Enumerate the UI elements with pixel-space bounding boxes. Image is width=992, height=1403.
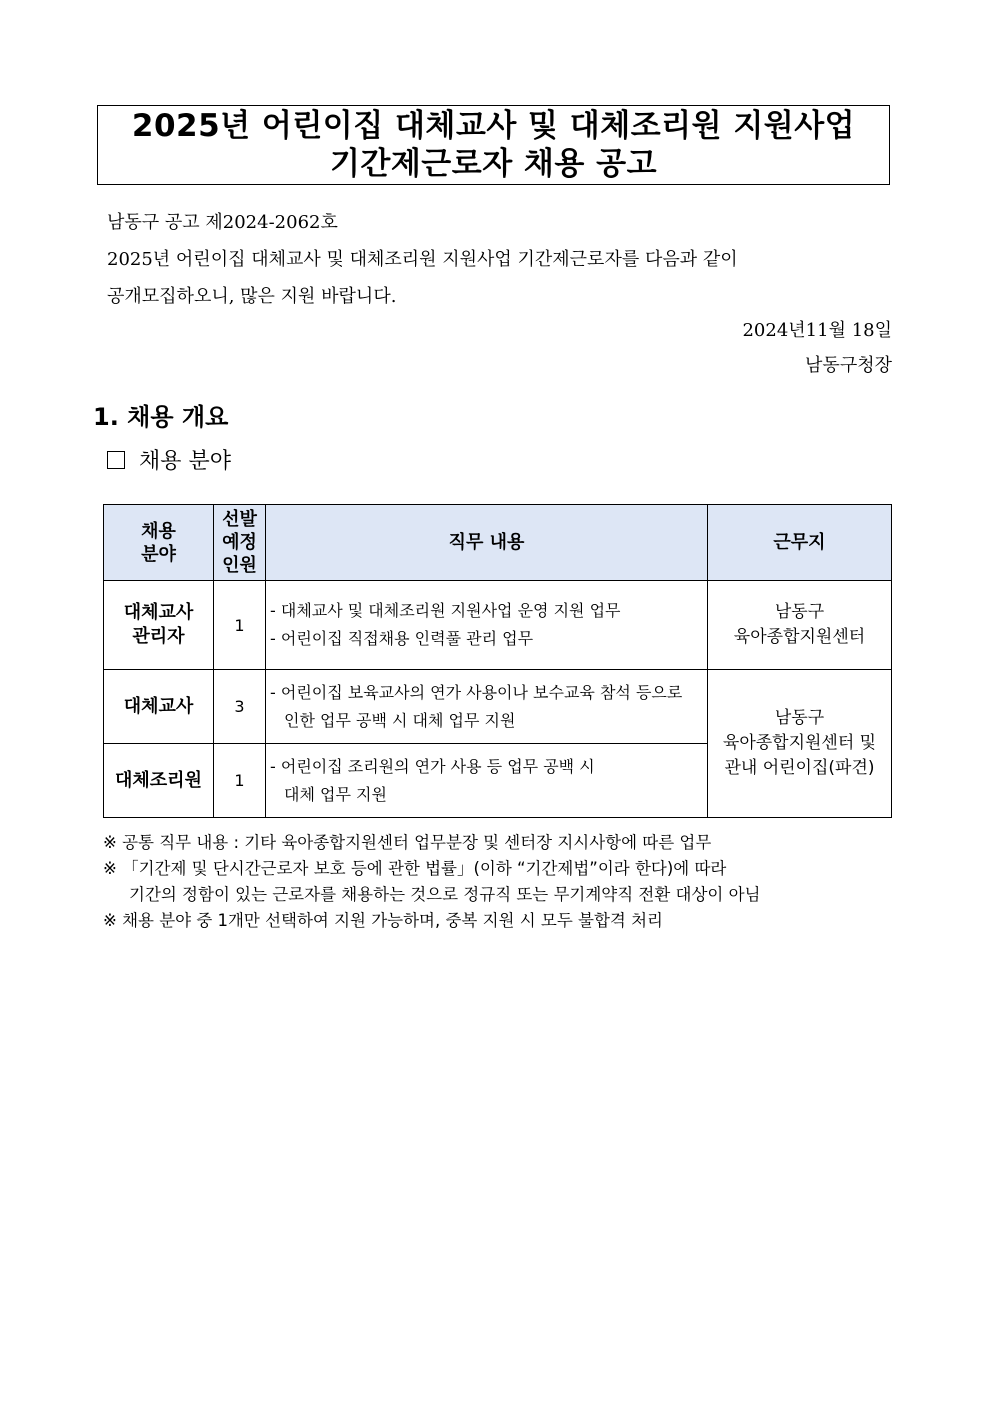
subsection-title bbox=[107, 444, 231, 475]
subsection-label: 채용 분야 bbox=[139, 449, 232, 474]
checkbox-square-icon bbox=[107, 451, 125, 469]
header-duty: 직무 내용 bbox=[266, 505, 708, 581]
notes bbox=[103, 830, 761, 934]
recruitment-table bbox=[103, 504, 892, 818]
table-header-row bbox=[104, 505, 892, 581]
location-cell: 남동구 육아종합지원센터 bbox=[708, 581, 892, 670]
location-cell: 남동구 육아종합지원센터 및 관내 어린이집(파견) bbox=[708, 670, 892, 818]
intro-body-line-2: 공개모집하오니, 많은 지원 바랍니다. bbox=[107, 286, 397, 307]
table-row bbox=[104, 581, 892, 670]
count-cell: 3 bbox=[214, 670, 266, 744]
header-location: 근무지 bbox=[708, 505, 892, 581]
field-cell: 대체교사 bbox=[104, 670, 214, 744]
title-box bbox=[97, 105, 890, 185]
duty-cell: - 어린이집 보육교사의 연가 사용이나 보수교육 참석 등으로 인한 업무 공백 시 대체 업무 지원 bbox=[266, 670, 708, 744]
duty-cell: - 어린이집 조리원의 연가 사용 등 업무 공백 시 대체 업무 지원 bbox=[266, 744, 708, 818]
count-cell: 1 bbox=[214, 581, 266, 670]
duty-cell: - 대체교사 및 대체조리원 지원사업 운영 지원 업무 - 어린이집 직접채용 인력풀 관리 업무 bbox=[266, 581, 708, 670]
field-cell: 대체교사 관리자 bbox=[104, 581, 214, 670]
count-cell: 1 bbox=[214, 744, 266, 818]
header-field: 채용 분야 bbox=[104, 505, 214, 581]
issuer: 남동구청장 bbox=[805, 355, 892, 376]
notice-number: 남동구 공고 제2024-2062호 bbox=[107, 212, 338, 233]
title-line-1: 2025년 어린이집 대체교사 및 대체조리원 지원사업 bbox=[131, 108, 856, 144]
notice-date: 2024년11월 18일 bbox=[742, 320, 892, 341]
title-line-2: 기간제근로자 채용 공고 bbox=[329, 146, 658, 182]
note-common-duty: ※ 공통 직무 내용 : 기타 육아종합지원센터 업무분장 및 센터장 지시사항에 따른 업무 bbox=[103, 833, 712, 852]
section-title: 1. 채용 개요 bbox=[93, 403, 229, 431]
note-single-application: ※ 채용 분야 중 1개만 선택하여 지원 가능하며, 중복 지원 시 모두 불합격 처리 bbox=[103, 911, 663, 930]
table-row bbox=[104, 670, 892, 744]
header-count: 선발 예정 인원 bbox=[214, 505, 266, 581]
note-law: ※ 「기간제 및 단시간근로자 보호 등에 관한 법률」(이하 “기간제법”이라 한다)에 따라 bbox=[103, 859, 727, 878]
field-cell: 대체조리원 bbox=[104, 744, 214, 818]
intro-body-line-1: 2025년 어린이집 대체교사 및 대체조리원 지원사업 기간제근로자를 다음과 같이 bbox=[107, 249, 738, 270]
note-law-continued: 기간의 정함이 있는 근로자를 채용하는 것으로 정규직 또는 무기계약직 전환 대상이 아님 bbox=[129, 885, 761, 904]
